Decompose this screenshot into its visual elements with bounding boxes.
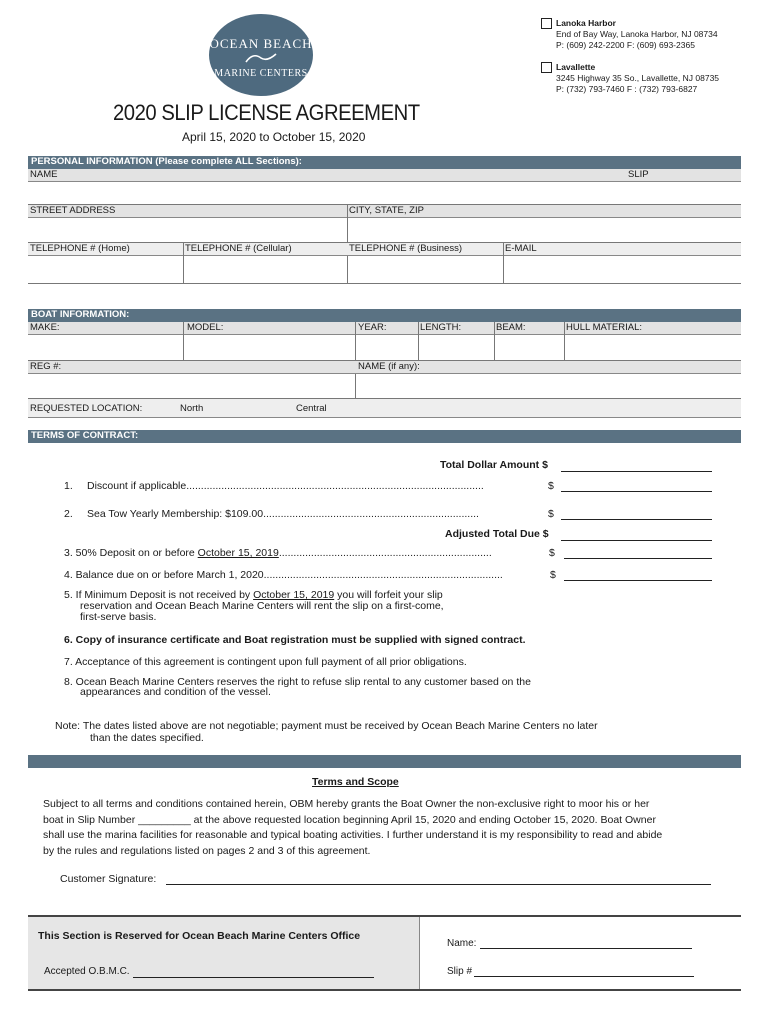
office-name-field[interactable] <box>480 948 692 949</box>
discount-field[interactable] <box>561 491 712 492</box>
office-reserved-panel <box>28 917 419 989</box>
personal-info-header: PERSONAL INFORMATION (Please complete ALL Sections): <box>28 156 741 169</box>
item1-number: 1. <box>64 480 73 492</box>
terms-scope-paragraph: Subject to all terms and conditions contained herein, OBM hereby grants the Boat Owner the non-exclusive right to moor his or her boat in Slip Number _________ at the above requested location beginning April 15, 2020 and ending October 15, 2020. Boat Owner shall use the marina facilities for reasonable and typical boating activities. I further understand it is my responsibility to read and abide by the rules and regulations listed on pages 2 and 3 of this agreement. <box>43 798 663 857</box>
sea-tow-field[interactable] <box>561 519 712 520</box>
office-reserved-label: This Section is Reserved for Ocean Beach Marine Centers Office <box>38 930 361 942</box>
item5-text: 5. If Minimum Deposit is not received by October 15, 2019 you will forfeit your slip reservation and Ocean Beach Marine Centers will rent the slip on a first-come, first-serve basis. <box>64 589 444 623</box>
make-field[interactable] <box>28 335 182 359</box>
boat-name-field[interactable] <box>356 374 741 398</box>
telephone-business-field[interactable] <box>348 256 502 282</box>
item6-text: 6. Copy of insurance certificate and Boat registration must be supplied with signed contract. <box>64 634 526 646</box>
requested-location-row <box>28 399 741 418</box>
office-slip-field[interactable] <box>474 976 694 977</box>
telephone-cell-label: TELEPHONE # (Cellular) <box>185 243 292 254</box>
reg-label: REG #: <box>30 361 62 372</box>
accepted-obmc-label: Accepted O.B.M.C. <box>44 966 130 977</box>
item2-dollar: $ <box>548 508 554 520</box>
boat-label-band <box>28 322 741 335</box>
city-state-zip-label: CITY, STATE, ZIP <box>349 205 424 216</box>
item4-text: 4. Balance due on or before March 1, 2020.................................................................................. <box>64 569 503 581</box>
name-label-band <box>28 169 741 182</box>
item7-text: 7. Acceptance of this agreement is contingent upon full payment of all prior obligations. <box>64 656 467 668</box>
item3-dollar: $ <box>549 547 555 559</box>
requested-location-label: REQUESTED LOCATION: <box>30 403 143 414</box>
adjusted-total-field[interactable] <box>561 540 712 541</box>
deposit-field[interactable] <box>564 558 712 559</box>
slip-label: SLIP <box>628 169 649 180</box>
telephone-home-label: TELEPHONE # (Home) <box>30 243 130 254</box>
year-field[interactable] <box>356 335 417 359</box>
telephone-business-label: TELEPHONE # (Business) <box>349 243 462 254</box>
logo-text-bottom: MARINE CENTERS <box>214 68 308 79</box>
hull-material-field[interactable] <box>565 335 741 359</box>
length-label: LENGTH: <box>420 322 462 333</box>
street-address-label: STREET ADDRESS <box>30 205 116 216</box>
logo-text-top: OCEAN BEACH <box>209 36 313 51</box>
customer-signature-field[interactable] <box>166 884 711 885</box>
city-state-zip-field[interactable] <box>348 218 741 242</box>
office-section <box>28 915 741 991</box>
boat-info-header: BOAT INFORMATION: <box>28 309 741 322</box>
model-label: MODEL: <box>187 322 224 333</box>
item3-text: 3. 50% Deposit on or before October 15, 2019......................................................................... <box>64 547 492 559</box>
item8-text: 8. Ocean Beach Marine Centers reserves the right to refuse slip rental to any customer based on the appearances and condition of the vessel. <box>64 676 531 698</box>
balance-field[interactable] <box>564 580 712 581</box>
beam-label: BEAM: <box>496 322 526 333</box>
telephone-home-field[interactable] <box>28 256 182 282</box>
central-option[interactable]: Central <box>296 403 327 414</box>
reg-label-band <box>28 361 741 374</box>
lanoka-checkbox[interactable] <box>541 18 552 29</box>
terms-header: TERMS OF CONTRACT: <box>28 430 741 443</box>
telephone-label-band <box>28 243 741 256</box>
total-dollar-label: Total Dollar Amount $ <box>440 459 548 471</box>
office-name-label: Name: <box>447 938 477 949</box>
telephone-cell-field[interactable] <box>184 256 346 282</box>
street-address-field[interactable] <box>28 218 346 242</box>
model-field[interactable] <box>184 335 354 359</box>
item1-dollar: $ <box>548 480 554 492</box>
wave-icon <box>245 52 277 64</box>
page-title: 2020 SLIP LICENSE AGREEMENT <box>113 100 420 125</box>
email-field[interactable] <box>504 256 741 282</box>
make-label: MAKE: <box>30 322 60 333</box>
note-text: Note: The dates listed above are not negotiable; payment must be received by Ocean Beach Marine Centers no later than the dates specified. <box>55 720 598 744</box>
location-lavallette: Lavallette 3245 Highway 35 So., Lavallette, NJ 08735 P: (732) 793-7460 F : (732) 793-6827 <box>556 62 720 94</box>
name-field[interactable] <box>28 182 741 204</box>
reg-field[interactable] <box>28 374 354 398</box>
adjusted-total-label: Adjusted Total Due $ <box>445 528 549 540</box>
email-label: E-MAIL <box>505 243 537 254</box>
north-option[interactable]: North <box>180 403 204 414</box>
company-logo <box>209 14 313 96</box>
office-slip-label: Slip # <box>447 966 473 977</box>
lavallette-checkbox[interactable] <box>541 62 552 73</box>
year-label: YEAR: <box>358 322 387 333</box>
accepted-obmc-field[interactable] <box>133 977 374 978</box>
customer-signature-label: Customer Signature: <box>60 873 157 885</box>
item2-text: Sea Tow Yearly Membership: $109.00.......................................................................... <box>87 508 479 520</box>
section-divider-bar <box>28 755 741 768</box>
beam-field[interactable] <box>495 335 563 359</box>
name-label: NAME <box>30 169 58 180</box>
item2-number: 2. <box>64 508 73 520</box>
location-lanoka: Lanoka Harbor End of Bay Way, Lanoka Harbor, NJ 08734 P: (609) 242-2200 F: (609) 693-2365 <box>556 18 718 50</box>
boat-name-label: NAME (if any): <box>358 361 420 372</box>
page-subtitle: April 15, 2020 to October 15, 2020 <box>182 130 366 144</box>
total-dollar-field[interactable] <box>561 471 712 472</box>
address-label-band <box>28 205 741 218</box>
item4-dollar: $ <box>550 569 556 581</box>
hull-material-label: HULL MATERIAL: <box>566 322 643 333</box>
item1-text: Discount if applicable...................................................................................................... <box>87 480 484 492</box>
length-field[interactable] <box>419 335 493 359</box>
terms-scope-heading: Terms and Scope <box>312 776 399 788</box>
